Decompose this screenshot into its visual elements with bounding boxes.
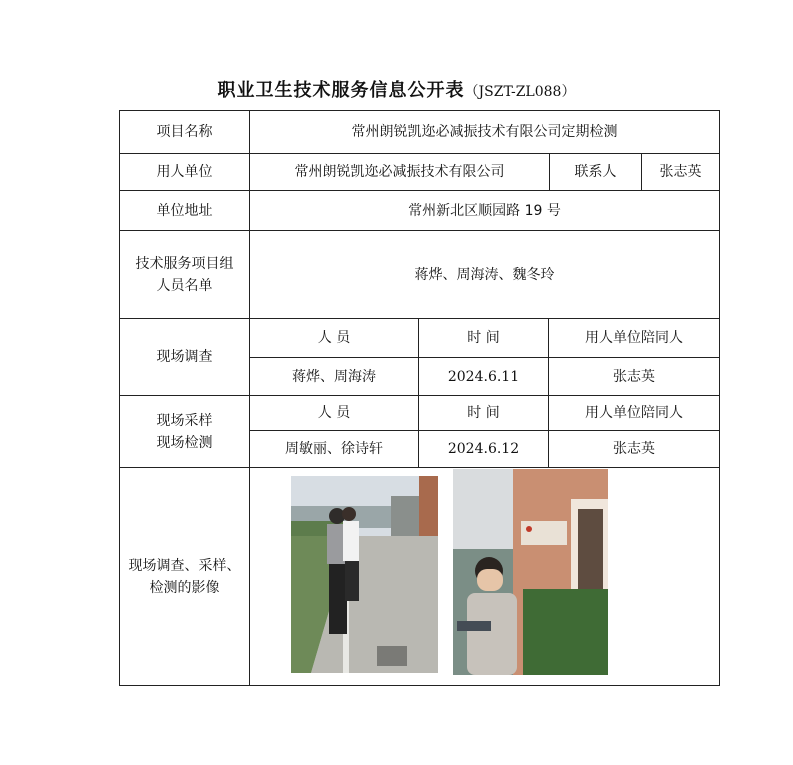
table-border bbox=[119, 685, 720, 686]
project-name-label: 项目名称 bbox=[156, 124, 213, 140]
document-title bbox=[0, 76, 793, 102]
site-photo-sampling bbox=[291, 476, 438, 673]
sampling-escort: 张志英 bbox=[613, 441, 655, 457]
survey-date: 2024.6.11 bbox=[447, 368, 520, 385]
contact-value: 张志英 bbox=[659, 164, 702, 180]
sampling-header-escort: 用人单位陪同人 bbox=[585, 405, 683, 421]
employer-value: 常州朗锐凯迩必减振技术有限公司 bbox=[294, 164, 505, 180]
contact-label: 联系人 bbox=[574, 164, 617, 180]
survey-header-staff: 人 员 bbox=[317, 330, 351, 346]
address-label: 单位地址 bbox=[156, 202, 213, 219]
survey-staff: 蒋烨、周海涛 bbox=[292, 368, 376, 385]
survey-header-escort: 用人单位陪同人 bbox=[585, 330, 683, 346]
form-code: （JSZT-ZL088） bbox=[464, 84, 576, 100]
team-label: 技术服务项目组人员名单 bbox=[135, 255, 234, 294]
site-photo-survey bbox=[453, 469, 608, 675]
project-name-value: 常州朗锐凯迩必减振技术有限公司定期检测 bbox=[351, 124, 618, 140]
survey-header-date: 时 间 bbox=[467, 330, 500, 346]
title-text: 职业卫生技术服务信息公开表 bbox=[217, 80, 465, 101]
employer-label: 用人单位 bbox=[156, 164, 213, 180]
survey-label: 现场调查 bbox=[156, 349, 213, 365]
sampling-date: 2024.6.12 bbox=[447, 441, 520, 457]
sampling-header-date: 时 间 bbox=[467, 405, 500, 421]
sampling-staff: 周敏丽、徐诗轩 bbox=[285, 441, 383, 457]
sampling-header-staff: 人 员 bbox=[317, 405, 351, 421]
sampling-label: 现场采样现场检测 bbox=[156, 412, 213, 451]
address-value: 常州新北区顺园路 19 号 bbox=[408, 202, 561, 219]
survey-escort: 张志英 bbox=[613, 368, 655, 385]
team-value: 蒋烨、周海涛、魏冬玲 bbox=[414, 266, 555, 283]
table-border bbox=[719, 110, 720, 686]
photos-label: 现场调查、采样、检测的影像 bbox=[128, 557, 241, 596]
